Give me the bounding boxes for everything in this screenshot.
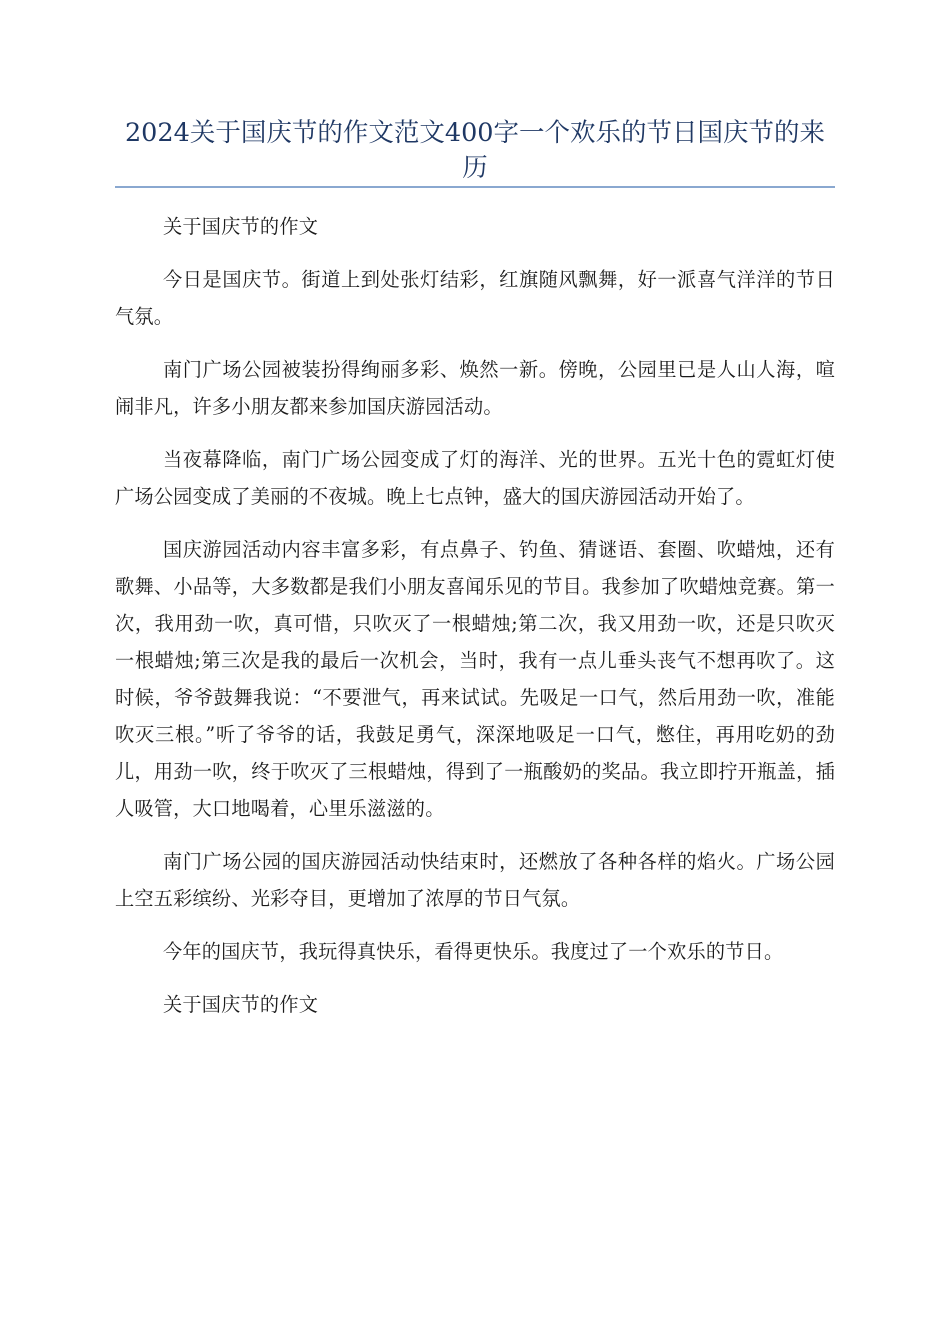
paragraph: 国庆游园活动内容丰富多彩，有点鼻子、钓鱼、猜谜语、套圈、吹蜡烛，还有歌舞、小品等，大多数都是我们小朋友喜闻乐见的节目。我参加了吹蜡烛竞赛。第一次，我用劲一吹，真可惜，只吹灭了一根蜡烛;第二次，我又用劲一吹，还是只吹灭一根蜡烛;第三次是我的最后一次机会，当时，我有一点儿垂头丧气不想再吹了。这时候，爷爷鼓舞我说：“不要泄气，再来试试。先吸足一口气，然后用劲一吹，准能吹灭三根。”听了爷爷的话，我鼓足勇气，深深地吸足一口气，憋住，再用吃奶的劲儿，用劲一吹，终于吹灭了三根蜡烛，得到了一瓶酸奶的奖品。我立即拧开瓶盖，插人吸管，大口地喝着，心里乐滋滋的。: [115, 538, 835, 820]
paragraph: 今日是国庆节。街道上到处张灯结彩，红旗随风飘舞，好一派喜气洋洋的节日气氛。: [115, 268, 835, 328]
paragraph-heading: 关于国庆节的作文: [163, 215, 319, 238]
paragraph-heading: 关于国庆节的作文: [163, 993, 319, 1016]
paragraph: 南门广场公园的国庆游园活动快结束时，还燃放了各种各样的焰火。广场公园上空五彩缤纷、光彩夺目，更增加了浓厚的节日气氛。: [115, 850, 835, 910]
document-title: 2024关于国庆节的作文范文400字一个欢乐的节日国庆节的来历: [124, 118, 826, 183]
title-underline: [115, 186, 835, 188]
document-body: [115, 208, 835, 1039]
paragraph: 今年的国庆节，我玩得真快乐，看得更快乐。我度过了一个欢乐的节日。: [163, 940, 784, 963]
paragraph: 当夜幕降临，南门广场公园变成了灯的海洋、光的世界。五光十色的霓虹灯使广场公园变成了美丽的不夜城。晚上七点钟，盛大的国庆游园活动开始了。: [115, 448, 835, 508]
title-block: [115, 116, 835, 186]
paragraph: 南门广场公园被装扮得绚丽多彩、焕然一新。傍晚，公园里已是人山人海，喧闹非凡，许多小朋友都来参加国庆游园活动。: [115, 358, 835, 418]
